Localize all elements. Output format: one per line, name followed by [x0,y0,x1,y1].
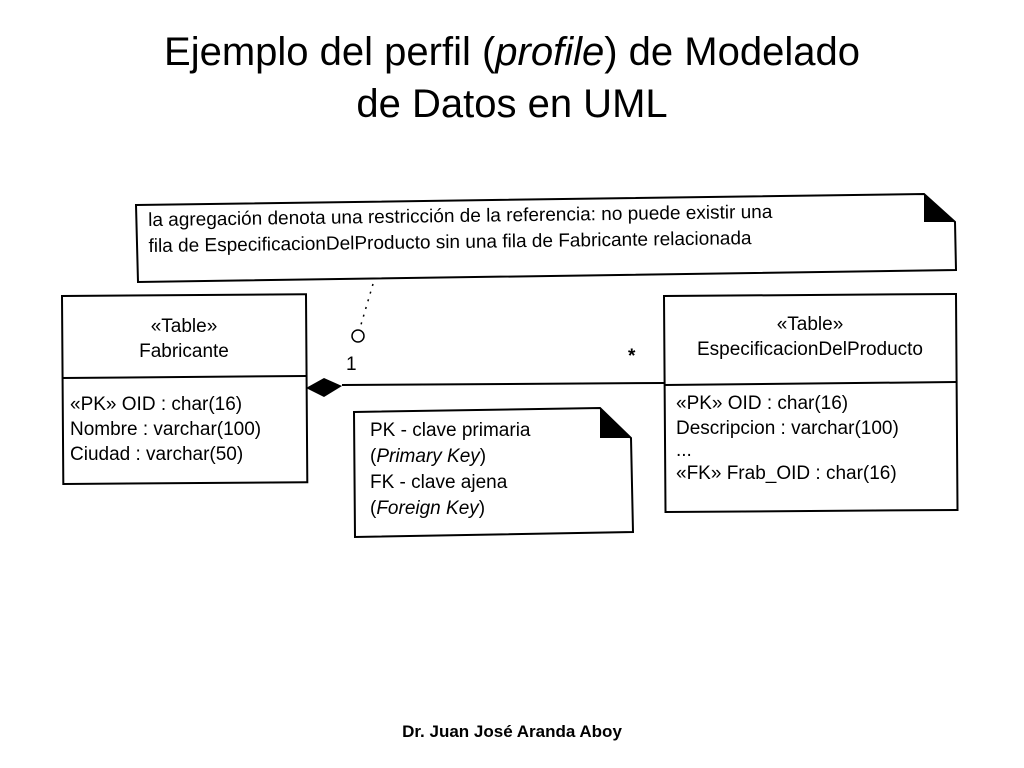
title-line-2: de Datos en UML [356,82,668,126]
class-fabricante-stereotype: «Table» [150,316,218,337]
legend-fk-line: FK - clave ajena [370,472,508,493]
class-especificacion-header [664,312,956,362]
aggregation-diamond [306,378,342,397]
constraint-note-text [148,200,773,260]
multiplicity-left: 1 [346,354,357,375]
title-line-1: Ejemplo del perfil (profile) de Modelado [164,30,860,74]
attribute-row: «PK» OID : char(16) [676,393,849,414]
aggregation-line [342,383,664,385]
constraint-note-line-1: la agregación denota una restricción de la referencia: no puede existir una [148,201,773,231]
legend-fk-english: (Foreign Key) [370,498,486,519]
class-fabricante-header [62,314,306,364]
attribute-row: «FK» Frab_OID : char(16) [676,463,897,484]
legend-pk-line: PK - clave primaria [370,420,531,441]
class-especificacion-attributes [676,391,899,486]
legend-pk-english: (Primary Key) [370,446,487,467]
class-especificacion-name: EspecificacionDelProducto [696,339,923,360]
attribute-row: «PK» OID : char(16) [70,394,243,415]
slide-footer-author: Dr. Juan José Aranda Aboy [402,722,622,741]
class-especificacion-stereotype: «Table» [776,314,844,335]
note-anchor-circle [352,330,364,342]
class-fabricante-name: Fabricante [139,341,229,362]
note-anchor-dotted-line [360,284,373,328]
attribute-row: ... [676,440,692,461]
legend-note-text [370,418,531,522]
class-fabricante-attributes [70,392,261,467]
attribute-row: Descripcion : varchar(100) [676,418,899,439]
constraint-note-line-2: fila de EspecificacionDelProducto sin una fila de Fabricante relacionada [148,228,752,257]
multiplicity-right: * [628,346,636,367]
attribute-row: Ciudad : varchar(50) [70,444,244,465]
attribute-row: Nombre : varchar(100) [70,419,262,440]
